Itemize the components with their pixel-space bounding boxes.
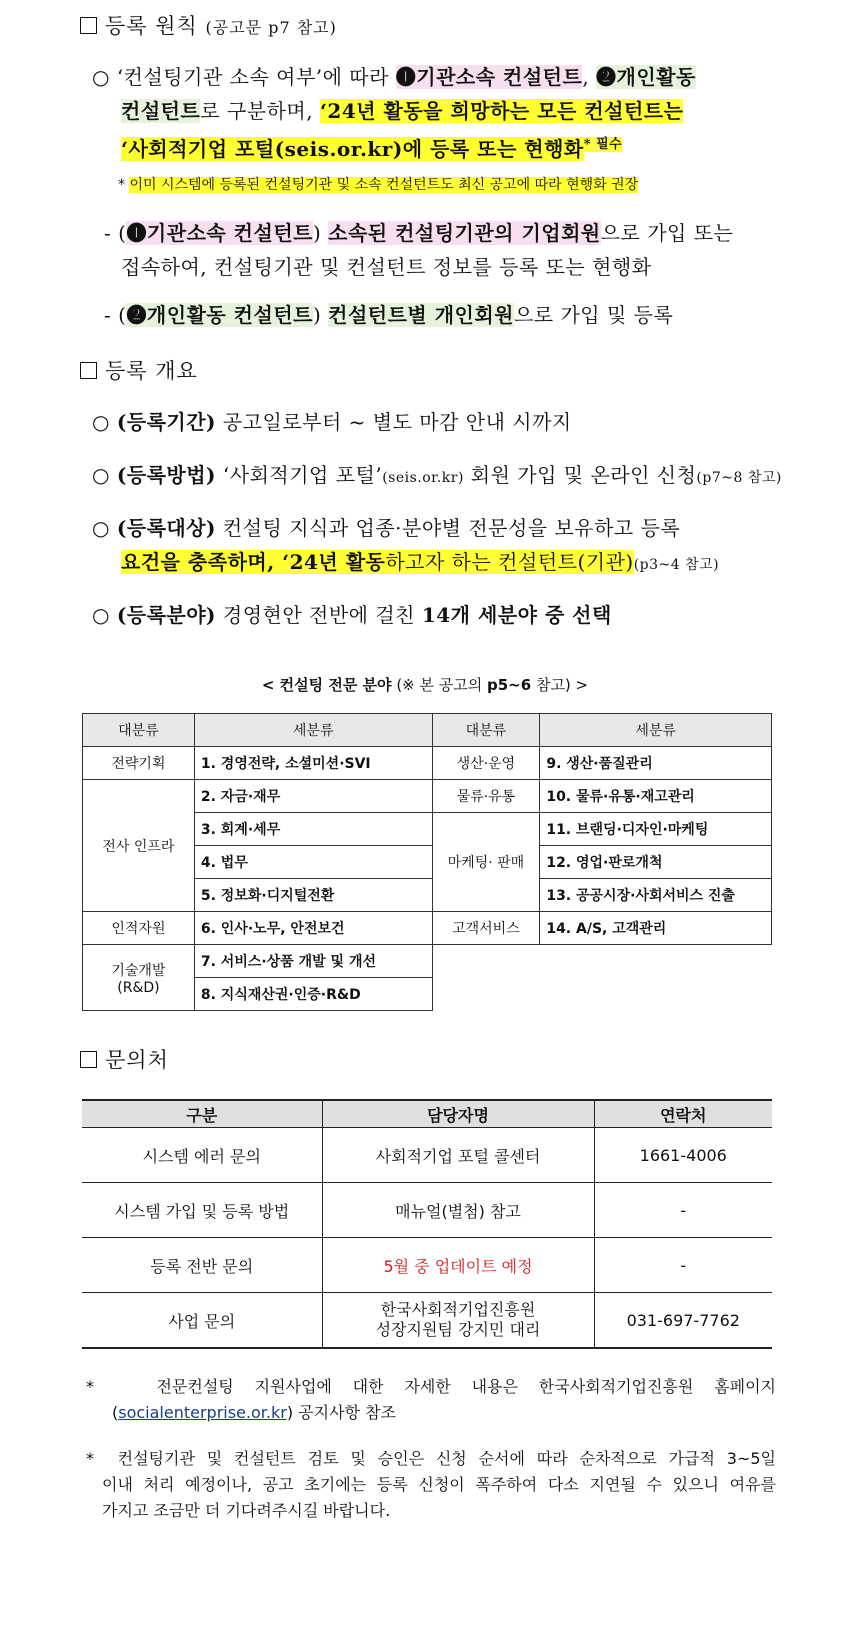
table-row: 사업 문의 한국사회적기업진흥원 성장지원팀 강지민 대리 031-697-7762	[82, 1293, 772, 1349]
checkbox-square-icon	[80, 17, 97, 34]
table-row: 5. 정보화·디지털전환 13. 공공시장·사회서비스 진출	[83, 879, 772, 912]
section-title: 문의처	[105, 1048, 169, 1072]
table-caption: < 컨설팅 전문 분야 (※ 본 공고의 p5~6 참고) >	[261, 676, 589, 694]
table-row: 등록 전반 문의 5월 중 업데이트 예정 -	[82, 1238, 772, 1293]
circle-bullet-icon: ○	[92, 463, 110, 487]
table-row: 3. 회계·세무 마케팅· 판매 11. 브랜딩·디자인·마케팅	[83, 813, 772, 846]
checkbox-square-icon	[80, 362, 97, 379]
table-row: 전사 인프라 2. 자금·재무 물류·유통 10. 물류·유통·재고관리	[83, 780, 772, 813]
consulting-fields-table	[82, 713, 772, 1011]
circle-bullet-icon: ○	[92, 516, 110, 540]
table-row: 전략기획 1. 경영전략, 소셜미션·SVI 생산·운영 9. 생산·품질관리	[83, 747, 772, 780]
overview-target: ○ (등록대상) 컨설팅 지식과 업종·분야별 전문성을 보유하고 등록	[92, 516, 681, 540]
table-row: 인적자원 6. 인사·노무, 안전보건 고객서비스 14. A/S, 고객관리	[83, 912, 772, 945]
principle-bullet: ○ ‘컨설팅기관 소속 여부’에 따라 ❶기관소속 컨설턴트, ❷개인활동	[92, 65, 696, 89]
circle-bullet-icon: ○	[92, 65, 110, 89]
detail-individual: - (❷개인활동 컨설턴트) 컨설턴트별 개인회원으로 가입 및 등록	[104, 303, 674, 327]
section-title: 등록 원칙	[105, 14, 198, 38]
section-registration-principle	[80, 10, 337, 40]
table-row: 시스템 가입 및 등록 방법 매뉴얼(별첨) 참고 -	[82, 1183, 772, 1238]
circle-bullet-icon: ○	[92, 410, 110, 434]
section-registration-overview	[80, 355, 198, 385]
table-header-row: 대분류 세분류 대분류 세분류	[83, 714, 772, 747]
principle-note: * 이미 시스템에 등록된 컨설팅기관 및 소속 컨설턴트도 최신 공고에 따라 현행화 권장	[118, 177, 639, 193]
contact-table	[82, 1099, 772, 1349]
detail-institution: - (❶기관소속 컨설턴트) 소속된 컨설팅기관의 기업회원으로 가입 또는	[104, 221, 734, 245]
section-contact	[80, 1044, 169, 1074]
circle-bullet-icon: ○	[92, 603, 110, 627]
homepage-link[interactable]: socialenterprise.or.kr	[118, 1403, 287, 1422]
footnote-2: * 컨설팅기관 및 컨설턴트 검토 및 승인은 신청 순서에 따라 순차적으로 가급적 3~5일 이내 처리 예정이나, 공고 초기에는 등록 신청이 폭주하여 다소 지연될 수 있으니 여유를 가지고 조금만 더 기다려주시길 바랍니다.	[86, 1449, 776, 1520]
overview-field: ○ (등록분야) 경영현안 전반에 걸친 14개 세분야 중 선택	[92, 603, 612, 627]
section-ref: (공고문 p7 참고)	[205, 18, 337, 37]
table-row: 기술개발 (R&D) 7. 서비스·상품 개발 및 개선	[83, 945, 772, 978]
overview-period: ○ (등록기간) 공고일로부터 ~ 별도 마감 안내 시까지	[92, 410, 572, 434]
table-row: 8. 지식재산권·인증·R&D	[83, 978, 772, 1011]
checkbox-square-icon	[80, 1051, 97, 1068]
table-row: 시스템 에러 문의 사회적기업 포털 콜센터 1661-4006	[82, 1128, 772, 1183]
footnote-1: * 전문컨설팅 지원사업에 대한 자세한 내용은 한국사회적기업진흥원 홈페이지 (socialenterprise.or.kr) 공지사항 참조	[86, 1377, 776, 1422]
table-row: 4. 법무 12. 영업·판로개척	[83, 846, 772, 879]
overview-method: ○ (등록방법) ‘사회적기업 포털’(seis.or.kr) 회원 가입 및 온라인 신청(p7~8 참고)	[92, 463, 782, 487]
section-title: 등록 개요	[105, 359, 198, 383]
table-header-row: 구분 담당자명 연락처	[82, 1100, 772, 1128]
